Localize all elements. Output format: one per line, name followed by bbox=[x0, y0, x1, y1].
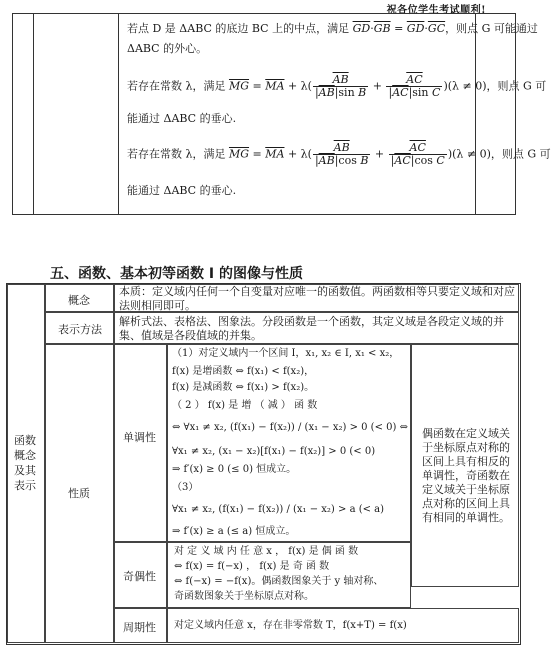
col-divider bbox=[118, 14, 119, 214]
mono-line: f(x) 是增函数 ⇔ f(x₁) < f(x₂)， bbox=[172, 366, 315, 377]
period-text-cell bbox=[167, 608, 519, 643]
mono-line: ∀x₁ ≠ x₂, (f(x₁) − f(x₂)) / (x₁ − x₂) > a (< a) bbox=[172, 504, 385, 515]
method-label: 表示方法 bbox=[58, 323, 102, 336]
concept-label-cell bbox=[45, 284, 114, 312]
fraction-ab-cosb: $\frac{\overline{AB}}{|\overline{AB}|\cos B}$ bbox=[314, 141, 369, 167]
vector-gd: $\overline{GD}$ bbox=[406, 22, 425, 35]
parity-line: 奇函数图象关于坐标原点对称。 bbox=[174, 591, 314, 602]
parity-label: 奇偶性 bbox=[123, 570, 156, 583]
top-para3-line2: 能通过 ΔABC 的垂心. bbox=[127, 184, 237, 197]
vector-gd: $\overline{GD}$ bbox=[352, 22, 371, 35]
fraction-ac-sinc: $\frac{\overline{AC}}{|\overline{AC}|\sin C}$ bbox=[388, 73, 441, 99]
mono-line: ⇒ f′(x) ≥ a (≤ a) 恒成立。 bbox=[172, 526, 296, 537]
mono-line: （3） bbox=[172, 482, 199, 493]
mono-line: （1）对定义域内一个区间 I，x₁, x₂ ∈ I, x₁ < x₂， bbox=[172, 348, 400, 359]
monotonic-label: 单调性 bbox=[123, 431, 156, 444]
period-text: 对定义域内任意 x，存在非零常数 T，f(x+T) = f(x) bbox=[174, 620, 407, 631]
para1-text-a: 若点 D 是 ΔABC 的底边 BC 上的中点，满足 bbox=[127, 22, 350, 35]
mono-line: ⇒ f′(x) ≥ 0 (≤ 0) 恒成立。 bbox=[172, 464, 297, 475]
side-note-cell bbox=[411, 344, 519, 587]
property-label: 性质 bbox=[68, 487, 90, 500]
method-text: 解析式法、表格法、图象法。分段函数是一个函数，其定义域是各段定义域的并集、值域是各段值域的并集。 bbox=[119, 315, 504, 342]
top-para2-line2: 能通过 ΔABC 的垂心. bbox=[127, 112, 237, 125]
col-divider bbox=[475, 14, 476, 214]
mono-side-note: 偶函数在定义域关于坐标原点对称的区间上具有相反的单调性，奇函数在定义域关于坐标原点对称的区间上具有相同的单调性。 bbox=[422, 427, 510, 524]
top-para1-line2: ΔABC 的外心。 bbox=[127, 42, 208, 55]
parity-line: ⇔ f(−x) = −f(x)。偶函数图象关于 y 轴对称、 bbox=[174, 576, 384, 587]
top-para3-line1: 若存在常数 λ，满足 $\overline{MG} = \overline{MA} + \lambda$( $\frac{\overline{AB}}{|\overline{AB}|\cos B}$ + $\frac{\overline{AC}}{|\overline{AC}|\cos C}$ )(λ ≠ 0)，则点 G 可 bbox=[127, 141, 551, 167]
left-label-cell bbox=[7, 284, 45, 643]
parity-line: ⇔ f(x) = f(−x) ， f(x) 是 奇 函 数 bbox=[174, 561, 330, 572]
col-divider bbox=[33, 14, 34, 214]
mono-line: ∀x₁ ≠ x₂, (x₁ − x₂)[f(x₁) − f(x₂)] > 0 (< 0) bbox=[172, 446, 376, 457]
para2-text-b: (λ ≠ 0)，则点 G 可 bbox=[447, 79, 547, 93]
para1-text-b: ，则点 G 可能通过 bbox=[445, 22, 538, 35]
mono-line: f(x) 是减函数 ⇔ f(x₁) > f(x₂)。 bbox=[172, 382, 315, 393]
period-label-cell bbox=[114, 608, 167, 643]
para3-text-a: 若存在常数 λ，满足 bbox=[127, 147, 226, 161]
period-label: 周期性 bbox=[123, 621, 156, 634]
top-para2-line1: 若存在常数 λ，满足 $\overline{MG} = \overline{MA} + \lambda$( $\frac{\overline{AB}}{|\overline{AB}|\sin B}$ + $\frac{\overline{AC}}{|\overline{AC}|\sin C}$ )(λ ≠ 0)，则点 G 可 bbox=[127, 73, 547, 99]
method-text-cell bbox=[114, 312, 519, 344]
fraction-ab-sinb: $\frac{\overline{AB}}{|\overline{AB}|\sin B}$ bbox=[314, 73, 367, 99]
section-title: 五、函数、基本初等函数 I 的图像与性质 bbox=[50, 266, 303, 282]
header-note: 祝各位学生考试顺利! bbox=[386, 5, 486, 16]
monotonic-text-cell bbox=[167, 344, 411, 542]
para2-text-a: 若存在常数 λ，满足 bbox=[127, 79, 226, 93]
concept-text: 本质：定义域内任何一个自变量对应唯一的函数值。两函数相等只要定义域和对应法则相同即可。 bbox=[119, 285, 515, 312]
parity-line: 对 定 义 域 内 任 意 x ， f(x) 是 偶 函 数 bbox=[174, 546, 359, 557]
property-label-cell bbox=[45, 344, 114, 643]
top-para1-line1: 若点 D 是 ΔABC 的底边 BC 上的中点，满足 $\overline{GD}\cdot\overline{GB} = \overline{GD}\cdot\overline{GC}$，则点 G 可能通过 bbox=[127, 22, 538, 35]
monotonic-label-cell bbox=[114, 344, 167, 542]
fraction-ac-cosc: $\frac{\overline{AC}}{|\overline{AC}|\cos C}$ bbox=[390, 141, 445, 167]
vector-gb: $\overline{GB}$ bbox=[373, 22, 391, 35]
method-label-cell bbox=[45, 312, 114, 344]
para3-text-b: (λ ≠ 0)，则点 G 可 bbox=[452, 147, 551, 161]
mono-line: （ 2 ） f(x) 是 增 （ 减 ） 函 数 bbox=[172, 400, 318, 411]
left-label: 函数概念及其表示 bbox=[14, 434, 36, 492]
vector-gc: $\overline{GC}$ bbox=[427, 22, 446, 35]
concept-label: 概念 bbox=[68, 294, 90, 307]
parity-label-cell bbox=[114, 542, 167, 608]
function-properties-table bbox=[6, 283, 521, 645]
parity-text-cell bbox=[167, 542, 411, 608]
mono-line: ⇔ ∀x₁ ≠ x₂, (f(x₁) − f(x₂)) / (x₁ − x₂) > 0 (< 0) ⇔ bbox=[172, 422, 408, 433]
top-table bbox=[12, 13, 551, 215]
concept-text-cell bbox=[114, 284, 519, 312]
